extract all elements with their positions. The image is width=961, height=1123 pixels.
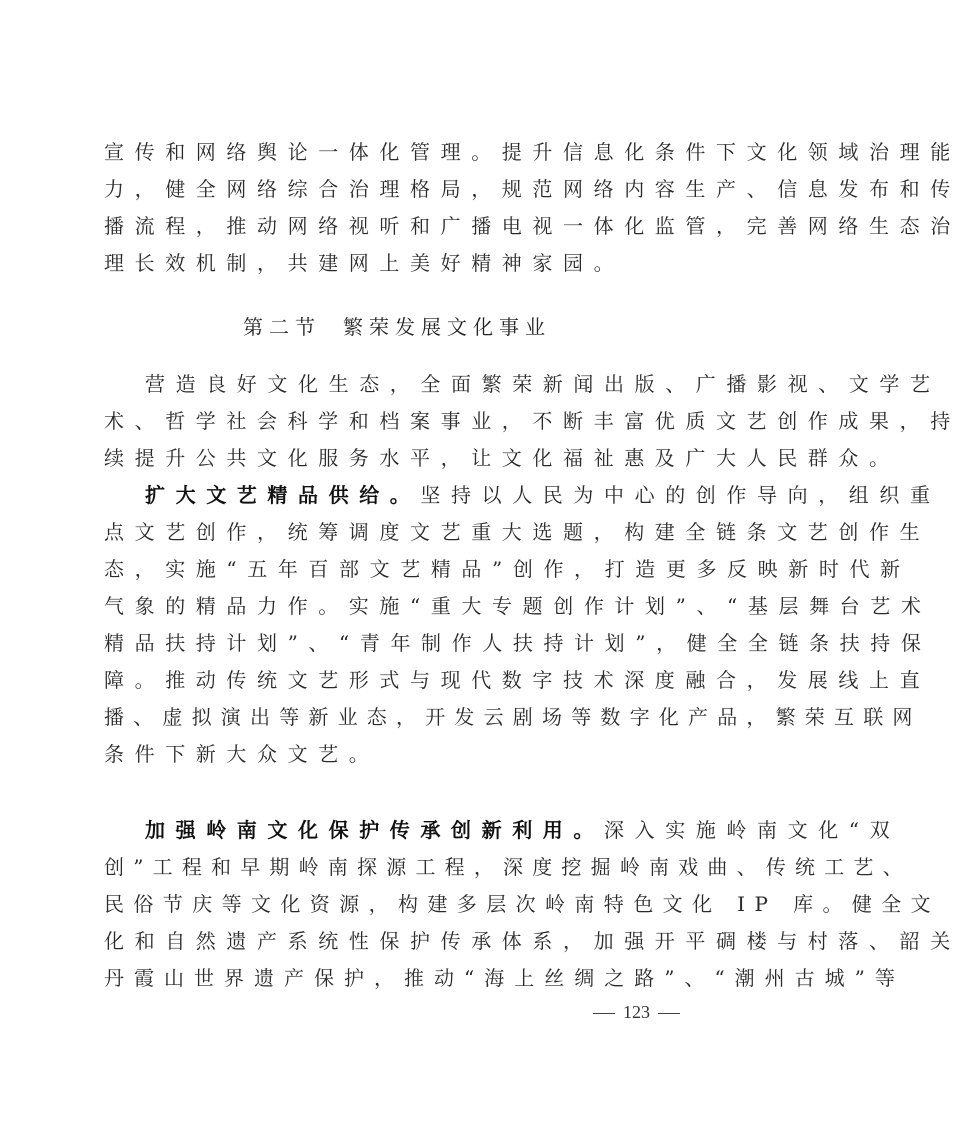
text-run: 深入实施岭南文化“双 — [604, 818, 901, 842]
text-line: 续提升公共文化服务水平，让文化福祉惠及广大人民群众。 — [104, 446, 900, 470]
bold-lead: 加强岭南文化保护传承创新利用。 — [145, 818, 604, 842]
text-line: 气象的精品力作。实施“重大专题创作计划”、“基层舞台艺术 — [104, 594, 932, 618]
text-line — [145, 815, 901, 845]
page-number — [585, 1000, 688, 1024]
text-line: 条件下新大众文艺。 — [104, 742, 380, 766]
text-line: 理长效机制，共建网上美好精神家园。 — [104, 251, 625, 275]
section-title: 繁荣发展文化事业 — [343, 315, 551, 339]
text-line: 障。推动传统文艺形式与现代数字技术深度融合，发展线上直 — [104, 668, 931, 692]
text-line: 营造良好文化生态，全面繁荣新闻出版、广播影视、文学艺 — [145, 372, 941, 396]
text-run: 坚持以人民为中心的创作导向，组织重 — [420, 483, 941, 507]
text-line: 点文艺创作，统筹调度文艺重大选题，构建全链条文艺创作生 — [104, 520, 931, 544]
text-line: 丹霞山世界遗产保护，推动“海上丝绸之路”、“潮州古城”等 — [104, 966, 905, 990]
text-line: 术、哲学社会科学和档案事业，不断丰富优质文艺创作成果，持 — [104, 409, 961, 433]
section-number: 第二节 — [243, 315, 321, 339]
text-line: 精品扶持计划”、“青年制作人扶持计划”，健全全链条扶持保 — [104, 631, 932, 655]
text-line: 播流程，推动网络视听和广播电视一体化监管，完善网络生态治 — [104, 214, 961, 238]
text-line: 宣传和网络舆论一体化管理。提升信息化条件下文化领域治理能 — [104, 140, 961, 164]
dash-right — [658, 1013, 680, 1014]
text-line: 创”工程和早期岭南探源工程，深度挖掘岭南戏曲、传统工艺、 — [104, 855, 912, 879]
text-line — [145, 480, 941, 510]
dash-left — [593, 1013, 615, 1014]
bold-lead: 扩大文艺精品供给。 — [145, 483, 421, 507]
page-number-value: 123 — [623, 1002, 650, 1022]
text-line: 民俗节庆等文化资源，构建多层次岭南特色文化 IP 库。健全文 — [104, 892, 941, 916]
text-line: 化和自然遗产系统性保护传承体系，加强开平碉楼与村落、韶关 — [104, 929, 961, 953]
text-line: 播、虚拟演出等新业态，开发云剧场等数字化产品，繁荣互联网 — [104, 705, 922, 729]
section-heading — [0, 312, 794, 342]
text-line: 力，健全网络综合治理格局，规范网络内容生产、信息发布和传 — [104, 177, 961, 201]
text-line: 态，实施“五年百部文艺精品”创作，打造更多反映新时代新 — [104, 557, 911, 581]
